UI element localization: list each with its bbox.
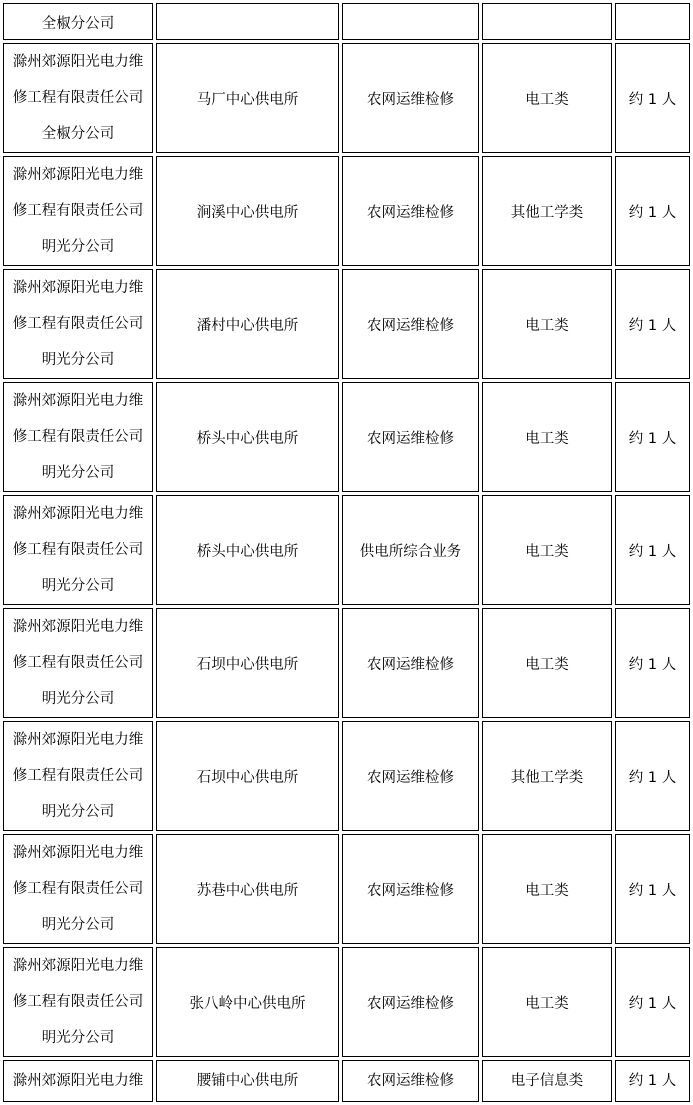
- major-cell: [482, 947, 612, 1057]
- position-cell: [342, 721, 479, 831]
- major-cell: [482, 3, 612, 40]
- count-text: 约 1 人: [628, 430, 677, 447]
- company-line: 修工程有限责任公司: [12, 881, 144, 897]
- count-cell: [615, 1060, 690, 1102]
- company-line: 明光分公司: [41, 578, 115, 594]
- company-cell: [3, 721, 153, 831]
- table-row: [3, 947, 690, 1057]
- count-text: 约 1 人: [628, 882, 677, 899]
- company-line: 滁州郊源阳光电力维: [12, 167, 144, 183]
- major-cell: [482, 495, 612, 605]
- count-text: 约 1 人: [628, 543, 677, 560]
- company-line: 滁州郊源阳光电力维: [12, 958, 144, 974]
- location-cell: [156, 156, 339, 266]
- company-line: 明光分公司: [41, 239, 115, 255]
- table-row: [3, 495, 690, 605]
- table-row: [3, 721, 690, 831]
- count-cell: [615, 947, 690, 1057]
- company-line: 滁州郊源阳光电力维: [12, 280, 144, 296]
- count-text: 约 1 人: [628, 656, 677, 673]
- company-line: 滁州郊源阳光电力维: [12, 54, 144, 70]
- table-row: [3, 382, 690, 492]
- company-line: 修工程有限责任公司: [12, 768, 144, 784]
- company-cell: [3, 382, 153, 492]
- major-text: 电工类: [525, 995, 569, 1012]
- company-cell: [3, 156, 153, 266]
- company-line: 修工程有限责任公司: [12, 90, 144, 106]
- company-line: 全椒分公司: [41, 126, 115, 142]
- table-row-partial-top: [3, 3, 690, 40]
- position-cell: [342, 834, 479, 944]
- location-cell: [156, 947, 339, 1057]
- location-text: 石坝中心供电所: [196, 769, 299, 786]
- count-text: 约 1 人: [628, 91, 677, 108]
- position-text: 农网运维检修: [367, 882, 454, 899]
- location-text: 涧溪中心供电所: [196, 204, 299, 221]
- position-text: 农网运维检修: [367, 317, 454, 334]
- major-text: 电工类: [525, 543, 569, 560]
- company-line: 明光分公司: [41, 917, 115, 933]
- company-line: 滁州郊源阳光电力维: [12, 393, 144, 409]
- company-cell: [3, 608, 153, 718]
- location-text: 潘村中心供电所: [196, 317, 299, 334]
- company-line: 明光分公司: [41, 465, 115, 481]
- company-line: 滁州郊源阳光电力维: [12, 1073, 144, 1089]
- location-cell: [156, 1060, 339, 1102]
- count-text: 约 1 人: [628, 1073, 677, 1089]
- table-row: [3, 43, 690, 153]
- position-text: 农网运维检修: [367, 769, 454, 786]
- location-text: 腰铺中心供电所: [196, 1073, 299, 1089]
- location-cell: [156, 721, 339, 831]
- position-text: 供电所综合业务: [359, 543, 462, 560]
- company-cell: [3, 834, 153, 944]
- company-line: 明光分公司: [41, 1030, 115, 1046]
- position-cell: [342, 947, 479, 1057]
- table-row: [3, 156, 690, 266]
- company-cell: [3, 495, 153, 605]
- major-text: 电工类: [525, 882, 569, 899]
- table-row: [3, 834, 690, 944]
- position-text: 农网运维检修: [367, 1073, 454, 1089]
- recruitment-table-body: [3, 3, 690, 1102]
- major-text: 电工类: [525, 430, 569, 447]
- count-text: 约 1 人: [628, 204, 677, 221]
- location-cell: [156, 495, 339, 605]
- location-text: 苏巷中心供电所: [196, 882, 299, 899]
- company-cell: [3, 43, 153, 153]
- table-row: [3, 608, 690, 718]
- location-cell: [156, 834, 339, 944]
- position-cell: [342, 3, 479, 40]
- count-cell: [615, 269, 690, 379]
- major-text: 电工类: [525, 91, 569, 108]
- company-cell: [3, 1060, 153, 1102]
- position-text: 农网运维检修: [367, 656, 454, 673]
- count-cell: [615, 721, 690, 831]
- company-line: 修工程有限责任公司: [12, 542, 144, 558]
- company-line: 修工程有限责任公司: [12, 655, 144, 671]
- company-line: 明光分公司: [41, 804, 115, 820]
- location-cell: [156, 43, 339, 153]
- count-cell: [615, 43, 690, 153]
- position-text: 农网运维检修: [367, 204, 454, 221]
- count-cell: [615, 495, 690, 605]
- company-line: 滁州郊源阳光电力维: [12, 619, 144, 635]
- company-line: 修工程有限责任公司: [12, 429, 144, 445]
- company-line: 修工程有限责任公司: [12, 203, 144, 219]
- major-text: 电工类: [525, 317, 569, 334]
- table-row: [3, 269, 690, 379]
- position-cell: [342, 269, 479, 379]
- company-line: 修工程有限责任公司: [12, 316, 144, 332]
- major-cell: [482, 382, 612, 492]
- company-line: 滁州郊源阳光电力维: [12, 732, 144, 748]
- major-cell: [482, 721, 612, 831]
- position-cell: [342, 1060, 479, 1102]
- count-text: 约 1 人: [628, 995, 677, 1012]
- location-text: 桥头中心供电所: [196, 543, 299, 560]
- major-cell: [482, 1060, 612, 1102]
- major-text: 电子信息类: [510, 1073, 584, 1089]
- location-cell: [156, 269, 339, 379]
- major-cell: [482, 608, 612, 718]
- company-line: 明光分公司: [41, 352, 115, 368]
- position-cell: [342, 382, 479, 492]
- location-text: 桥头中心供电所: [196, 430, 299, 447]
- position-text: 农网运维检修: [367, 995, 454, 1012]
- major-cell: [482, 156, 612, 266]
- major-cell: [482, 43, 612, 153]
- location-cell: [156, 382, 339, 492]
- position-cell: [342, 495, 479, 605]
- location-text: 马厂中心供电所: [196, 91, 299, 108]
- count-cell: [615, 608, 690, 718]
- location-text: 张八岭中心供电所: [189, 995, 306, 1012]
- major-text: 电工类: [525, 656, 569, 673]
- location-cell: [156, 608, 339, 718]
- table-row-partial-bottom: [3, 1060, 690, 1102]
- position-text: 农网运维检修: [367, 430, 454, 447]
- position-cell: [342, 608, 479, 718]
- company-line: 滁州郊源阳光电力维: [12, 845, 144, 861]
- company-line: 全椒分公司: [41, 16, 115, 32]
- company-line: 滁州郊源阳光电力维: [12, 506, 144, 522]
- major-cell: [482, 834, 612, 944]
- major-text: 其他工学类: [510, 204, 584, 221]
- position-text: 农网运维检修: [367, 91, 454, 108]
- company-line: 修工程有限责任公司: [12, 994, 144, 1010]
- count-cell: [615, 156, 690, 266]
- major-cell: [482, 269, 612, 379]
- count-text: 约 1 人: [628, 317, 677, 334]
- count-text: 约 1 人: [628, 769, 677, 786]
- count-cell: [615, 834, 690, 944]
- company-line: 明光分公司: [41, 691, 115, 707]
- location-text: 石坝中心供电所: [196, 656, 299, 673]
- location-cell: [156, 3, 339, 40]
- company-cell: [3, 3, 153, 40]
- position-cell: [342, 156, 479, 266]
- company-cell: [3, 269, 153, 379]
- count-cell: [615, 3, 690, 40]
- position-cell: [342, 43, 479, 153]
- count-cell: [615, 382, 690, 492]
- company-cell: [3, 947, 153, 1057]
- major-text: 其他工学类: [510, 769, 584, 786]
